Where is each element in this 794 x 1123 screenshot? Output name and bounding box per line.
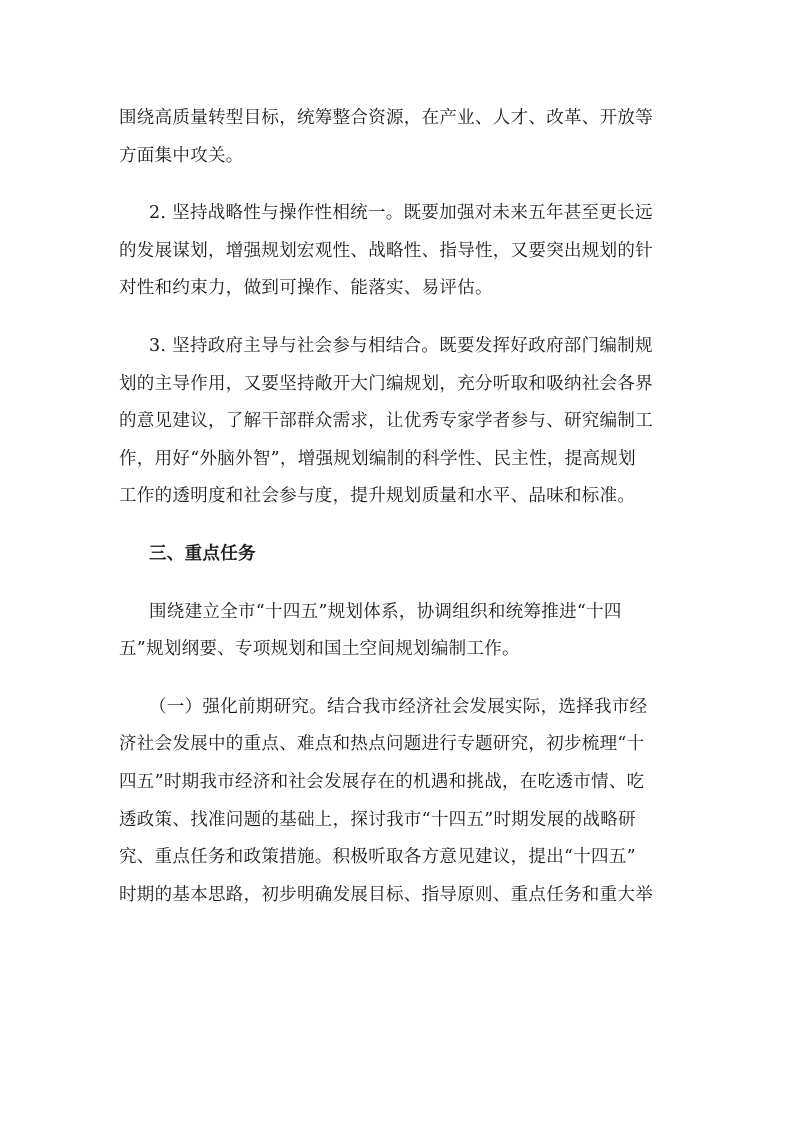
- text-line: 围绕建立全市“十四五”规划体系，协调组织和统筹推进“十四: [149, 601, 622, 622]
- text-line: 围绕高质量转型目标，统筹整合资源，在产业、人才、改革、开放等: [119, 108, 653, 128]
- text-line: 对性和约束力，做到可操作、能落实、易评估。: [119, 278, 493, 299]
- document-page: [119, 100, 694, 914]
- text-line: 的发展谋划，增强规划宏观性、战略性、指导性，又要突出规划的针: [119, 240, 653, 261]
- paragraph-principle-3: [119, 328, 694, 516]
- paragraph-principle-2: [119, 195, 694, 308]
- text-line: 3. 坚持政府主导与社会参与相结合。既要发挥好政府部门编制规: [149, 335, 653, 356]
- text-line: 2. 坚持战略性与操作性相统一。既要加强对未来五年甚至更长远: [149, 203, 653, 224]
- text-line: 五”规划纲要、专项规划和国土空间规划编制工作。: [119, 639, 520, 660]
- text-line: 作，用好“外脑外智”，增强规划编制的科学性、民主性，提高规划: [119, 448, 636, 469]
- paragraph-task-1: [119, 689, 694, 915]
- section-title: 三、重点任务: [149, 543, 256, 564]
- text-line: 四五”时期我市经济和社会发展存在的机遇和挑战，在吃透市情、吃: [119, 771, 645, 792]
- text-line: 工作的透明度和社会参与度，提升规划质量和水平、品味和标准。: [119, 486, 636, 507]
- paragraph-intro: [119, 100, 694, 175]
- text-line: （一）强化前期研究。结合我市经济社会发展实际，选择我市经: [149, 696, 648, 717]
- text-line: 透政策、找准问题的基础上，探讨我市“十四五”时期发展的战略研: [119, 809, 636, 830]
- text-line: 方面集中攻关。: [119, 145, 244, 166]
- text-line: 划的主导作用，又要坚持敞开大门编规划，充分听取和吸纳社会各界: [119, 373, 653, 394]
- text-line: 时期的基本思路，初步明确发展目标、指导原则、重点任务和重大举: [119, 884, 653, 905]
- section-heading: [119, 536, 694, 574]
- text-line: 的意见建议，了解干部群众需求，让优秀专家学者参与、研究编制工: [119, 411, 653, 432]
- text-line: 究、重点任务和政策措施。积极听取各方意见建议，提出“十四五”: [119, 847, 636, 868]
- paragraph-section-intro: [119, 594, 694, 669]
- text-line: 济社会发展中的重点、难点和热点问题进行专题研究，初步梳理“十: [119, 734, 645, 755]
